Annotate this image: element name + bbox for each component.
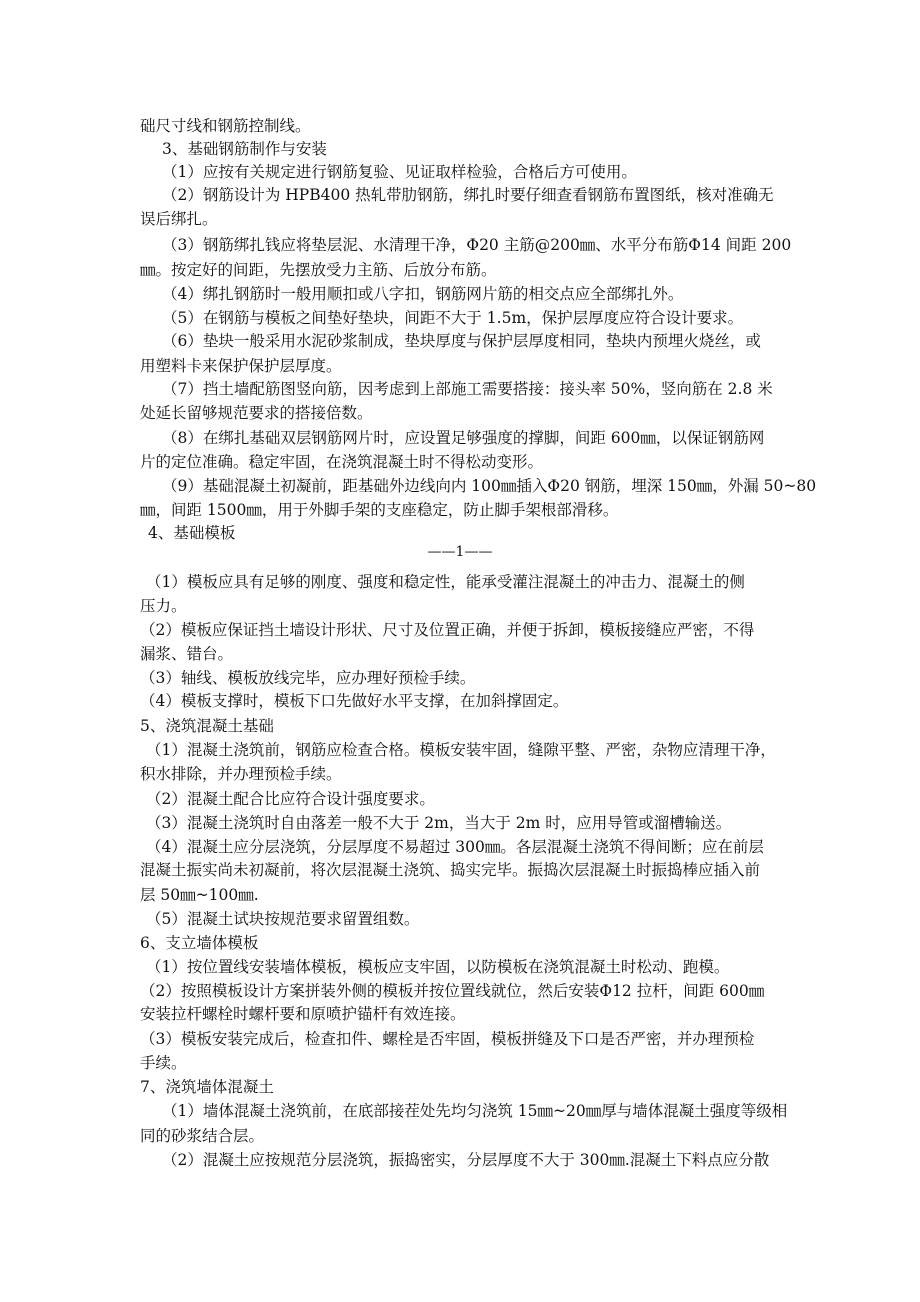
text-line: 安装拉杆螺栓时螺杆要和原喷护锚杆有效连接。 (140, 1005, 466, 1023)
section-heading: 3、基础钢筋制作与安装 (162, 140, 327, 158)
text-line: 用塑料卡来保护保护层厚度。 (140, 357, 342, 375)
text-line: （7）挡土墙配筋图竖向筋，因考虑到上部施工需要搭接：接头率 50%，竖向筋在 2.8 米 (162, 380, 773, 398)
text-line: （1）应按有关规定进行钢筋复验、见证取样检验，合格后方可使用。 (162, 163, 637, 181)
text-line: 片的定位准确。稳定牢固，在浇筑混凝土时不得松动变形。 (140, 453, 544, 471)
text-line: （2）钢筋设计为 HPB400 热轧带肋钢筋，绑扎时要仔细查看钢筋布置图纸，核对准确无 (162, 186, 774, 204)
text-line: 手续。 (140, 1054, 187, 1072)
text-line: （3）轴线、模板放线完毕，应办理好预检手续。 (140, 669, 476, 687)
section-heading: 6、支立墙体模板 (140, 934, 259, 952)
section-heading: 7、浇筑墙体混凝土 (140, 1078, 274, 1096)
text-line: 混凝土振实尚未初凝前，将次层混凝土浇筑、捣实完毕。振捣次层混凝土时振捣棒应插入前 (140, 861, 761, 879)
text-line: （2）按照模板设计方案拼装外侧的模板并按位置线就位，然后安装Φ12 拉杆，间距 600㎜ (140, 982, 765, 1000)
text-line: （3）模板安装完成后，检查扣件、螺栓是否牢固，模板拼缝及下口是否严密，并办理预检 (140, 1030, 755, 1048)
text-line: ㎜，间距 1500㎜，用于外脚手架的支座稳定，防止脚手架根部滑移。 (140, 501, 619, 519)
text-line: （1）模板应具有足够的刚度、强度和稳定性，能承受灌注混凝土的冲击力、混凝土的侧 (146, 573, 745, 591)
text-line: 压力。 (140, 597, 187, 615)
text-line: 积水排除，并办理预检手续。 (140, 765, 342, 783)
text-line: （2）混凝土应按规范分层浇筑，振捣密实，分层厚度不大于 300㎜.混凝土下料点应分散 (162, 1151, 770, 1169)
text-line: 础尺寸线和钢筋控制线。 (140, 117, 311, 135)
text-line: （6）垫块一般采用水泥砂浆制成，垫块厚度与保护层厚度相同，垫块内预埋火烧丝，或 (162, 332, 761, 350)
text-line: （2）模板应保证挡土墙设计形状、尺寸及位置正确，并便于拆卸，模板接缝应严密，不得 (140, 621, 755, 639)
text-line: （4）模板支撑时，模板下口先做好水平支撑，在加斜撑固定。 (140, 692, 569, 710)
text-line: （5）混凝土试块按规范要求留置组数。 (146, 910, 420, 928)
text-line: ㎜。按定好的间距，先摆放受力主筋、后放分布筋。 (140, 261, 497, 279)
text-line: （3）混凝土浇筑时自由落差一般不大于 2m，当大于 2m 时，应用导管或溜槽输送。 (146, 814, 732, 832)
section-heading: 4、基础模板 (148, 524, 236, 542)
text-line: 漏浆、错台。 (140, 645, 234, 663)
text-line: （9）基础混凝土初凝前，距基础外边线向内 100㎜插入Φ20 钢筋，埋深 150㎜，外漏 50~80 (162, 477, 817, 495)
text-line: 层 50㎜~100㎜. (140, 886, 259, 904)
text-line: （5）在钢筋与模板之间垫好垫块，间距不大于 1.5m，保护层厚度应符合设计要求。 (162, 309, 744, 327)
section-heading: 5、浇筑混凝土基础 (140, 717, 274, 735)
text-line: （4）混凝土应分层浇筑，分层厚度不易超过 300㎜。各层混凝土浇筑不得间断；应在前层 (146, 838, 764, 856)
text-line: （1）墙体混凝土浇筑前，在底部接茬处先均匀浇筑 15㎜~20㎜厚与墙体混凝土强度等级相 (162, 1102, 788, 1120)
text-line: （8）在绑扎基础双层钢筋网片时，应设置足够强度的撑脚，间距 600㎜，以保证钢筋网 (162, 429, 765, 447)
text-line: （1）混凝土浇筑前，钢筋应检查合格。模板安装牢固，缝隙平整、严密，杂物应清理干净， (146, 741, 776, 759)
text-line: （4）绑扎钢筋时一般用顺扣或八字扣，钢筋网片筋的相交点应全部绑扎外。 (162, 285, 684, 303)
text-line: （1）按位置线安装墙体模板，模板应支牢固，以防模板在浇筑混凝土时松动、跑模。 (146, 958, 730, 976)
page-number: ——1—— (427, 544, 493, 560)
text-line: 同的砂浆结合层。 (140, 1127, 265, 1145)
text-line: （3）钢筋绑扎钱应将垫层泥、水清理干净，Φ20 主筋@200㎜、水平分布筋Φ14 间距 200 (162, 236, 792, 254)
text-line: 误后绑扎。 (140, 210, 218, 228)
text-line: 处延长留够规范要求的搭接倍数。 (140, 404, 373, 422)
text-line: （2）混凝土配合比应符合设计强度要求。 (146, 790, 435, 808)
